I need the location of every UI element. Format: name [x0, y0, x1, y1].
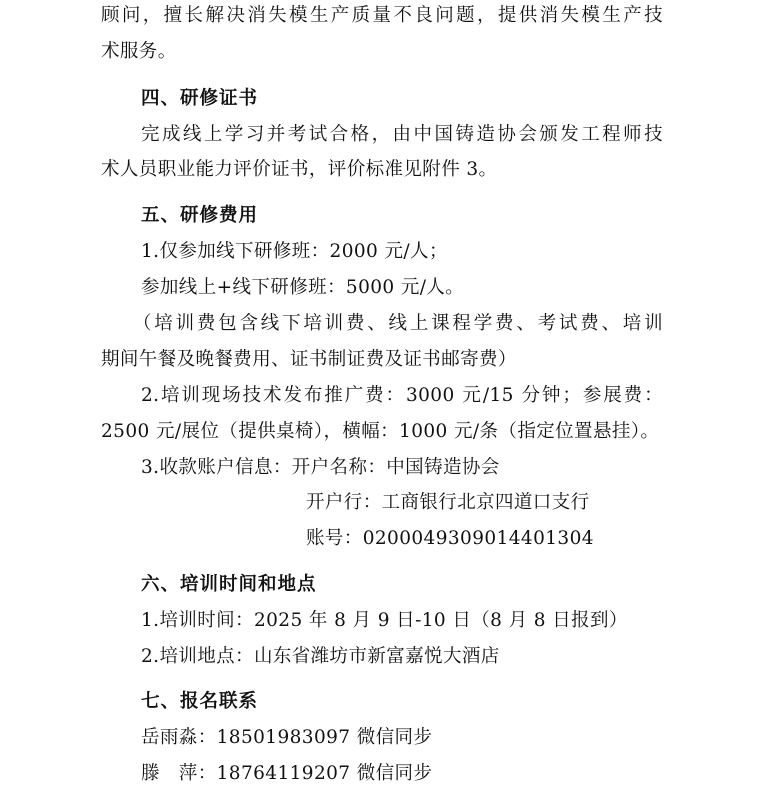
fee-item-1: 1.仅参加线下研修班：2000 元/人；	[141, 241, 448, 262]
fee-item-1b: 参加线上+线下研修班：5000 元/人。	[141, 277, 465, 298]
intro-line-2: 术服务。	[101, 41, 177, 62]
section-4-heading: 四、研修证书	[141, 88, 259, 109]
intro-line-1: 顾问，擅长解决消失模生产质量不良问题，提供消失模生产技	[101, 5, 663, 26]
fee-note-line-2: 期间午餐及晚餐费用、证书制证费及证书邮寄费）	[101, 349, 517, 370]
contact-1: 岳雨淼：18501983097 微信同步	[141, 727, 433, 748]
section-4-line-2: 术人员职业能力评价证书，评价标准见附件 3。	[101, 159, 498, 180]
training-time: 1.培训时间：2025 年 8 月 9 日-10 日（8 月 8 日报到）	[141, 610, 628, 631]
section-6-heading: 六、培训时间和地点	[141, 574, 317, 595]
fee-item-3: 3.收款账户信息：开户名称：中国铸造协会	[141, 457, 500, 478]
training-place: 2.培训地点：山东省潍坊市新富嘉悦大酒店	[141, 646, 500, 667]
fee-item-2-line-2: 2500 元/展位（提供桌椅），横幅：1000 元/条（指定位置悬挂）。	[101, 421, 660, 442]
account-number: 账号：0200049309014401304	[306, 528, 594, 549]
fee-item-2-line-1: 2.培训现场技术发布推广费：3000 元/15 分钟；参展费：	[141, 385, 663, 406]
section-7-heading: 七、报名联系	[141, 691, 259, 712]
fee-note-line-1: （培训费包含线下培训费、线上课程学费、考试费、培训	[133, 313, 663, 334]
contact-2: 滕 萍：18764119207 微信同步	[141, 763, 433, 784]
section-5-heading: 五、研修费用	[141, 205, 259, 226]
bank-name: 开户行：工商银行北京四道口支行	[306, 492, 590, 513]
section-4-line-1: 完成线上学习并考试合格，由中国铸造协会颁发工程师技	[141, 124, 663, 145]
